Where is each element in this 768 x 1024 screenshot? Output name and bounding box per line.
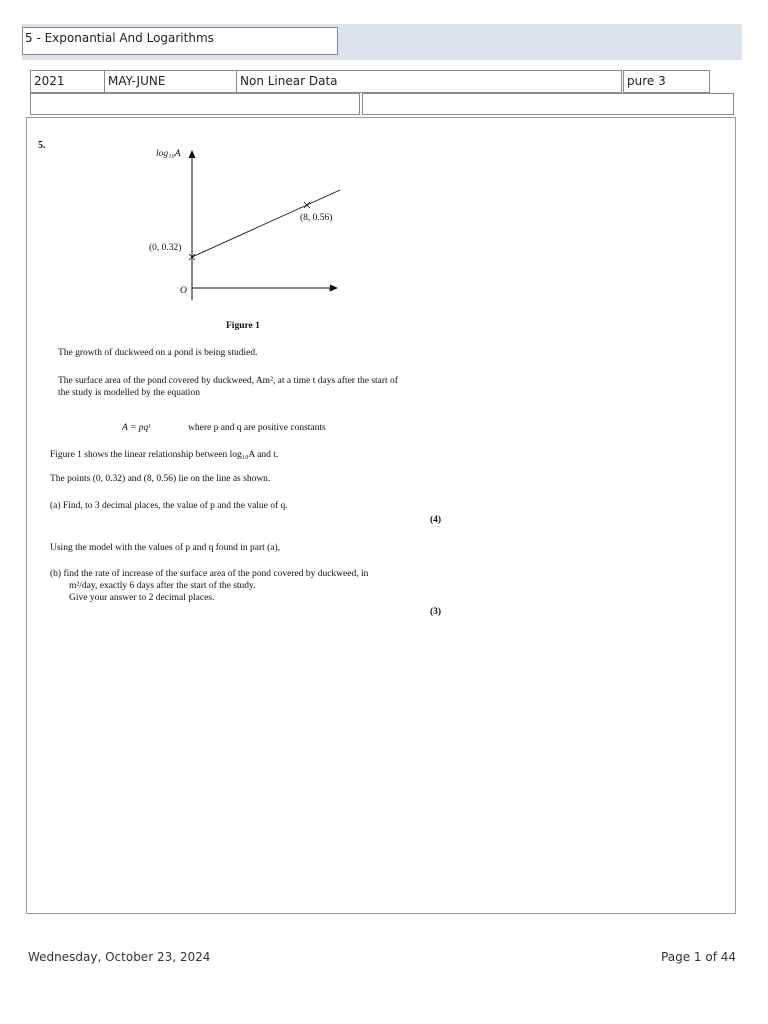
question-frame: [26, 117, 736, 914]
y-axis-label: log₁₀A: [156, 149, 181, 159]
part-a-marks: (4): [430, 515, 442, 525]
year-field: 2021: [30, 70, 105, 93]
part-b-text-1: (b) find the rate of increase of the surface area of the pond covered by duckweed, in: [50, 569, 369, 579]
y-axis-arrow: [189, 150, 196, 158]
topic-field: Non Linear Data: [236, 70, 622, 93]
part-b-text-2: m²/day, exactly 6 days after the start of the study.: [69, 581, 256, 591]
session-field: MAY-JUNE: [104, 70, 237, 93]
paper-field: pure 3: [623, 70, 710, 93]
point-1-label: (0, 0.32): [149, 243, 182, 253]
footer-date: Wednesday, October 23, 2024: [28, 950, 211, 964]
model-text-2: the study is modelled by the equation: [58, 388, 200, 398]
chapter-title: 5 - Exponantial And Logarithms: [22, 27, 338, 55]
blank-cell-left: [30, 93, 360, 115]
part-b-marks: (3): [430, 607, 442, 617]
equation: A = pqᵗ: [122, 423, 150, 433]
part-a-text: (a) Find, to 3 decimal places, the value of p and the value of q.: [50, 501, 288, 511]
blank-cell-right: [362, 93, 734, 115]
intro-text: The growth of duckweed on a pond is being studied.: [58, 348, 258, 358]
x-axis-label: t: [329, 284, 332, 294]
question-number: 5.: [38, 140, 46, 151]
points-text: The points (0, 0.32) and (8, 0.56) lie on the line as shown.: [50, 474, 271, 484]
figure-caption: Figure 1: [226, 321, 260, 331]
part-b-text-3: Give your answer to 2 decimal places.: [69, 593, 215, 603]
using-model-text: Using the model with the values of p and q found in part (a),: [50, 543, 281, 553]
point-2-marker: [304, 202, 310, 208]
model-text-1: The surface area of the pond covered by duckweed, Am², at a time t days after the start of: [58, 376, 398, 386]
figure-description: Figure 1 shows the linear relationship between log₁₀A and t.: [50, 450, 279, 460]
point-2-label: (8, 0.56): [300, 213, 333, 223]
equation-note: where p and q are positive constants: [188, 423, 326, 433]
figure-graph: [140, 142, 360, 307]
footer-page-number: Page 1 of 44: [661, 950, 736, 964]
origin-label: O: [180, 286, 187, 296]
